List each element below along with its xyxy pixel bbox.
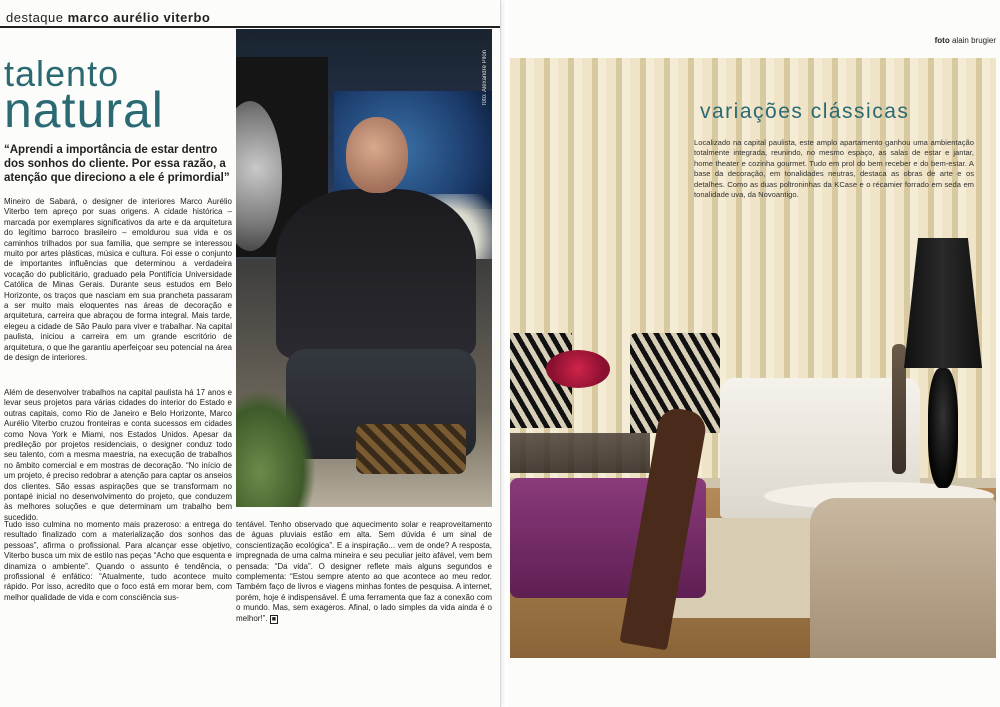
- photo-credit-label: foto: [934, 36, 950, 45]
- patterned-cushion: [356, 424, 466, 474]
- end-of-article-icon: ■: [271, 615, 277, 623]
- pull-quote: “Aprendi a importância de estar dentro dos sonhos do cliente. Por essa razão, a atenção que direciono a ele é primordial”: [4, 144, 230, 184]
- body-column-4: [236, 520, 492, 625]
- section-label: destaque: [6, 10, 64, 25]
- rose-bouquet: [546, 350, 610, 388]
- body-paragraph-3: Tudo isso culmina no momento mais prazeroso: a entrega do resultado finalizado com a materialização dos sonhos das pessoas”, afirma o profissional. Para alcançar esse objetivo, Viterbo busca um mix de estilo nas peças “Acho que esquenta e dinamiza o ambiente”. Quando o assunto é tendência, o profissional é enfático: “Atualmente, tudo acontece muito rápido. Por isso, acredito que o foco está em morar bem, com melhor qualidade de vida e com consciência sus-: [4, 520, 232, 602]
- section-header: [0, 12, 500, 28]
- body-paragraph-1: Mineiro de Sabará, o designer de interiores Marco Aurélio Viterbo tem apreço por suas origens. A cidade histórica – marcada por exemplares significativos da arte e da arquitetura do legítimo barroco brasileiro – emoldurou sua vida e os caminhos trilhados por sua família, que sempre se interessou muito por artes plásticas, música e cultura. Foi esse o conjunto de importantes influências que determinou a verdadeira vocação do publicitário, graduado pela Pontifícia Universidade Católica de Minas Gerais. Durante seus estudos em Belo Horizonte, os traços que nasciam em sua prancheta passaram a ser muito mais eloquentes nas áreas de decoração e arquitetura, carreira que abraçou de forma integral. Mais tarde, elegeu a cidade de São Paulo para viver e trabalhar. Na capital paulista, iniciou a carreira em um grande escritório de arquitetura, o que lhe garantiu aperfeiçoar seu potencial na área de design de interiores.: [4, 197, 232, 363]
- body-paragraph-4-text: tentável. Tenho observado que aquecimento solar e reaproveitamento de águas pluviais estão em alta. Sem dúvida é um sinal de conscientização ecológica”. E a inspiração... vem de onde? A resposta, impregnada de uma calma mineira e seu peculiar jeito afável, vem bem pensada: “Da vida”. O designer reflete mais alguns segundos e complementa: “Estou sempre atento ao que acontece ao meu redor. Também faço de livros e viagens minhas fontes de pesquisa. A internet, porém, hoje é indispensável. É uma ferramenta que faz a conexão com o mundo. Mas, sem exageros. Afinal, o lado simples da vida ainda é o melhor!”.: [236, 520, 492, 623]
- section-person-name: marco aurélio viterbo: [67, 10, 211, 25]
- designer-portrait-photo: [236, 29, 492, 507]
- photo-credit-name: alain brugier: [951, 36, 996, 45]
- body-column-1: [4, 197, 232, 364]
- photo-credit-vertical: foto: Alexandre Pilon: [482, 50, 488, 106]
- sculpture: [892, 344, 906, 474]
- designer-head: [346, 117, 408, 193]
- body-paragraph-2: Além de desenvolver trabalhos na capital paulista há 17 anos e levar seus projetos para várias cidades do interior do Estado e outras capitais, como Rio de Janeiro e Belo Horizonte, Marco Aurélio Viterbo cruzou fronteiras e conta sucessos em cidades como Nova York e Miami, nos Estados Unidos. Apesar da predileção por projetos residenciais, o designer conduz todo seu talento, com a mesma maestria, na execução de trabalhos no âmbito comercial e em mostras de decoração. “No início de um projeto, é preciso redobrar a atenção para captar os anseios dos clientes. São essas aspirações que se transformam no pontapé inicial no desenvolvimento do projeto, que conduzem às melhores soluções e que determinam um trabalho bem sucedido.: [4, 388, 232, 522]
- right-page: [508, 0, 1000, 707]
- body-paragraph-4: [236, 520, 492, 625]
- article-title-line2: natural: [4, 82, 164, 138]
- body-column-2: [4, 388, 232, 523]
- designer-torso: [276, 189, 476, 359]
- body-column-3: [4, 520, 232, 603]
- plant-leaves: [236, 389, 316, 507]
- article-title-line1: talento: [4, 53, 120, 94]
- lamp-base: [928, 368, 958, 488]
- glass-coffee-table: [510, 433, 650, 473]
- photo-caption: Localizado na capital paulista, este amplo apartamento ganhou uma ambientação totalmente integrada, reunindo, no mesmo espaço, as salas de estar e jantar, home theater e cozinha gourmet. Tudo em prol do bem receber e do bem-estar. A base da decoração, em tonalidades neutras, destaca as obras de arte e os detalhes. Como as duas poltroninhas da KCase e o récamier forrado em seda em tonalidade uva, da Novoantigo.: [694, 138, 974, 200]
- photo-credit: [508, 36, 1000, 50]
- beige-sofa: [810, 498, 996, 658]
- right-page-title: variações clássicas: [700, 100, 910, 123]
